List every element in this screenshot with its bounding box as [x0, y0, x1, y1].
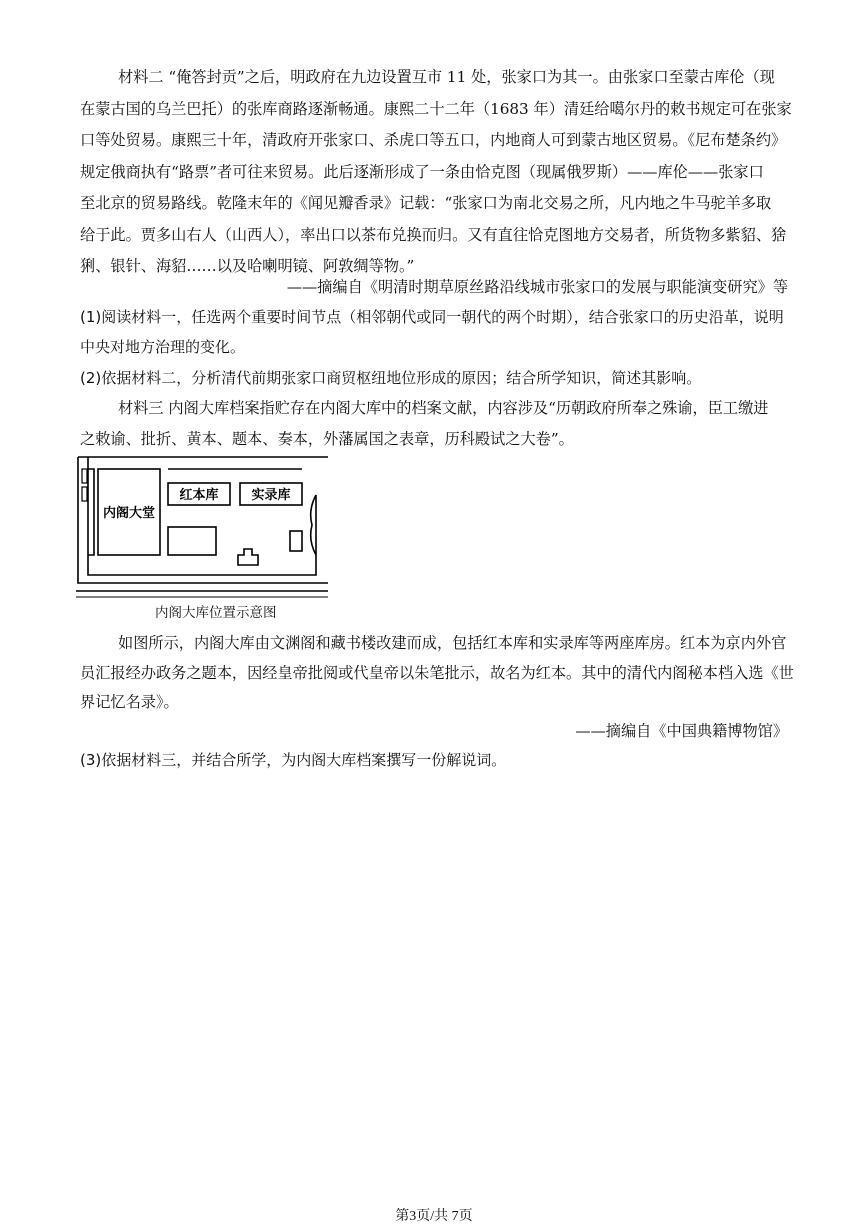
question-1-line-2: 中央对地方治理的变化。 — [80, 338, 246, 356]
material2-line-2: 在蒙古国的乌兰巴托）的张库商路逐渐畅通。康熙二十二年（1683 年）清廷给噶尔丹的敕书规定可在张家 — [80, 100, 792, 118]
material2-source: ——摘编自《明清时期草原丝路沿线城市张家口的发展与职能演变研究》等 — [286, 278, 788, 296]
record-label: 实录库 — [251, 488, 291, 503]
material3-para-line-3: 界记忆名录》。 — [80, 693, 179, 711]
material2-line-1: 材料二 “俺答封贡”之后，明政府在九边设置互市 11 处，张家口为其一。由张家口至蒙古库伦（现 — [118, 68, 775, 86]
diagram-caption: 内阁大库位置示意图 — [155, 605, 277, 621]
material2-line-3: 口等处贸易。康熙三十年，清政府开张家口、杀虎口等五口，内地商人可到蒙古地区贸易。《尼布楚条约》 — [80, 131, 787, 149]
material3-intro-line-1: 材料三 内阁大库档案指贮存在内阁大库中的档案文献，内容涉及“历朝政府所奉之殊谕，臣工缴进 — [118, 399, 769, 417]
material3-intro-line-2: 之敕谕、批折、黄本、题本、奏本，外藩属国之表章，历科殿试之大卷”。 — [80, 430, 574, 448]
material2-line-6: 给于此。贾多山右人（山西人），率出口以茶布兑换而归。又有直往恰克图地方交易者，所货物多紫貂、猞 — [80, 226, 787, 244]
material2-line-5: 至北京的贸易路线。乾隆末年的《闻见瓣香录》记载：“张家口为南北交易之所，凡内地之牛马驼羊多取 — [80, 194, 772, 212]
question-1-line-1: (1)阅读材料一，任选两个重要时间节点（相邻朝代或同一朝代的两个时期），结合张家口的历史沿革，说明 — [80, 308, 784, 326]
material2-line-4: 规定俄商执有“路票”者可往来贸易。此后逐渐形成了一条由恰克图（现属俄罗斯）——库伦——张家口 — [80, 163, 764, 181]
question-3: (3)依据材料三，并结合所学，为内阁大库档案撰写一份解说词。 — [80, 751, 507, 769]
material3-source: ——摘编自《中国典籍博物馆》 — [575, 722, 788, 740]
material3-para-line-1: 如图所示，内阁大库由文渊阁和藏书楼改建而成，包括红本库和实录库等两座库房。红本为京内外官 — [118, 634, 787, 652]
material2-line-7: 猁、银针、海貂……以及哈喇明镜、阿敦绸等物。” — [80, 257, 415, 275]
inner-cabinet-archive-location-diagram — [76, 455, 332, 600]
question-2: (2)依据材料二，分析清代前期张家口商贸枢纽地位形成的原因；结合所学知识，简述其影响。 — [80, 369, 702, 387]
page-number: 第3页/共 7页 — [395, 1209, 473, 1224]
red-book-label: 红本库 — [179, 488, 219, 503]
material3-para-line-2: 员汇报经办政务之题本，因经皇帝批阅或代皇帝以朱笔批示，故名为红本。其中的清代内阁秘本档入选《世 — [80, 664, 794, 682]
hall-label: 内阁大堂 — [102, 506, 156, 521]
